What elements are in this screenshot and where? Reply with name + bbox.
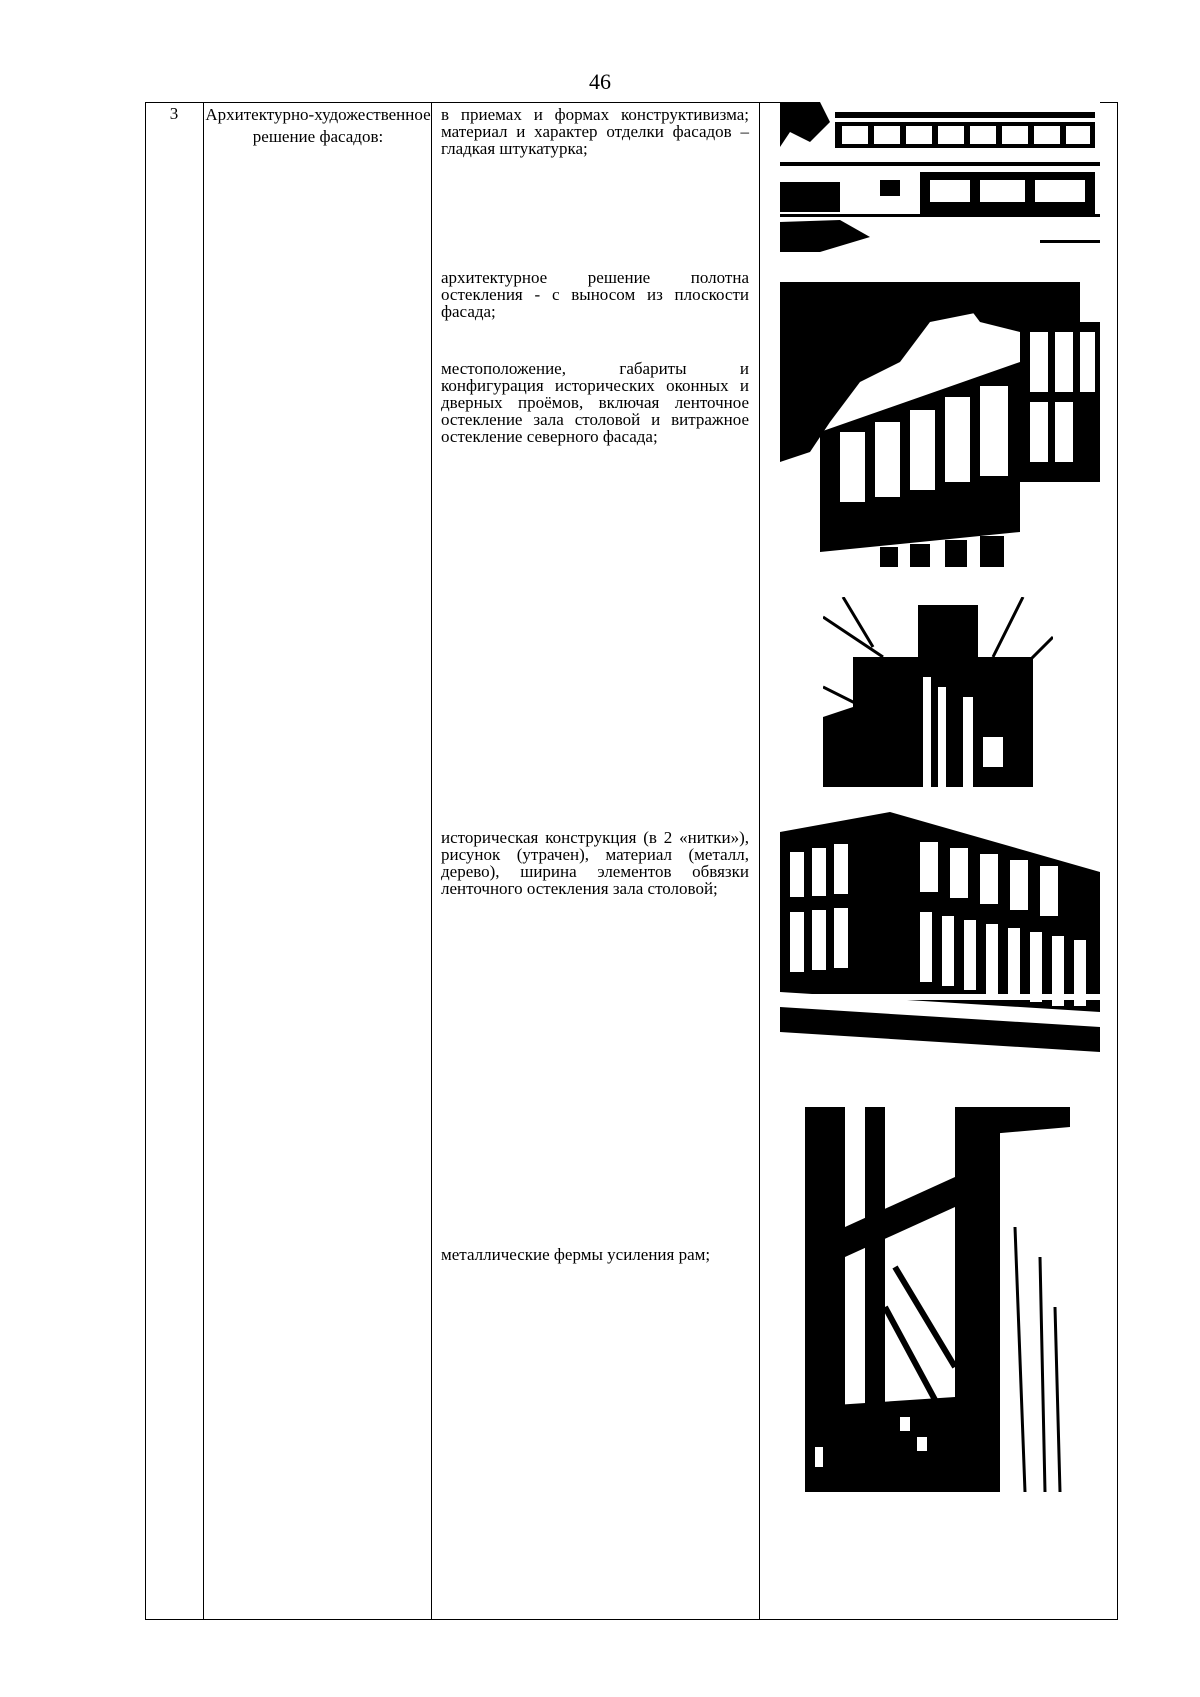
metal-truss-photo [805,1107,1070,1492]
table-bottom-border [145,1619,1118,1620]
building-facade-photo [780,102,1100,252]
page-number: 46 [589,69,611,94]
north-facade-photo [823,597,1053,787]
ribbon-glazing-photo [780,812,1100,1052]
description-2: архитектурное решение полотна остекления - с выносом из плоскости фасада; [441,268,749,321]
column-divider-2 [431,102,432,1620]
row-number: 3 [169,104,179,123]
glazed-corner-photo [780,282,1100,567]
description-4: историческая конструкция (в 2 «нитки»), рисунок (утрачен), материал (металл, дерево), ширина элементов обвязки ленточного остекления зала столовой; [441,828,749,898]
row-title: Архитектурно-художественное решение фасадов: [205,105,431,146]
description-1: в приемах и формах конструктивизма; материал и характер отделки фасадов – гладкая штукатурка; [441,105,749,158]
column-divider-1 [203,102,204,1620]
description-5: металлические фермы усиления рам; [441,1245,711,1264]
column-divider-3 [759,102,760,1620]
description-3: местоположение, габариты и конфигурация исторических оконных и дверных проёмов, включая ленточное остекление зала столовой и витражное остекление северного фасада; [441,359,749,446]
table-right-border [1117,102,1118,1620]
table-left-border [145,102,146,1620]
document-table [145,102,1118,1620]
